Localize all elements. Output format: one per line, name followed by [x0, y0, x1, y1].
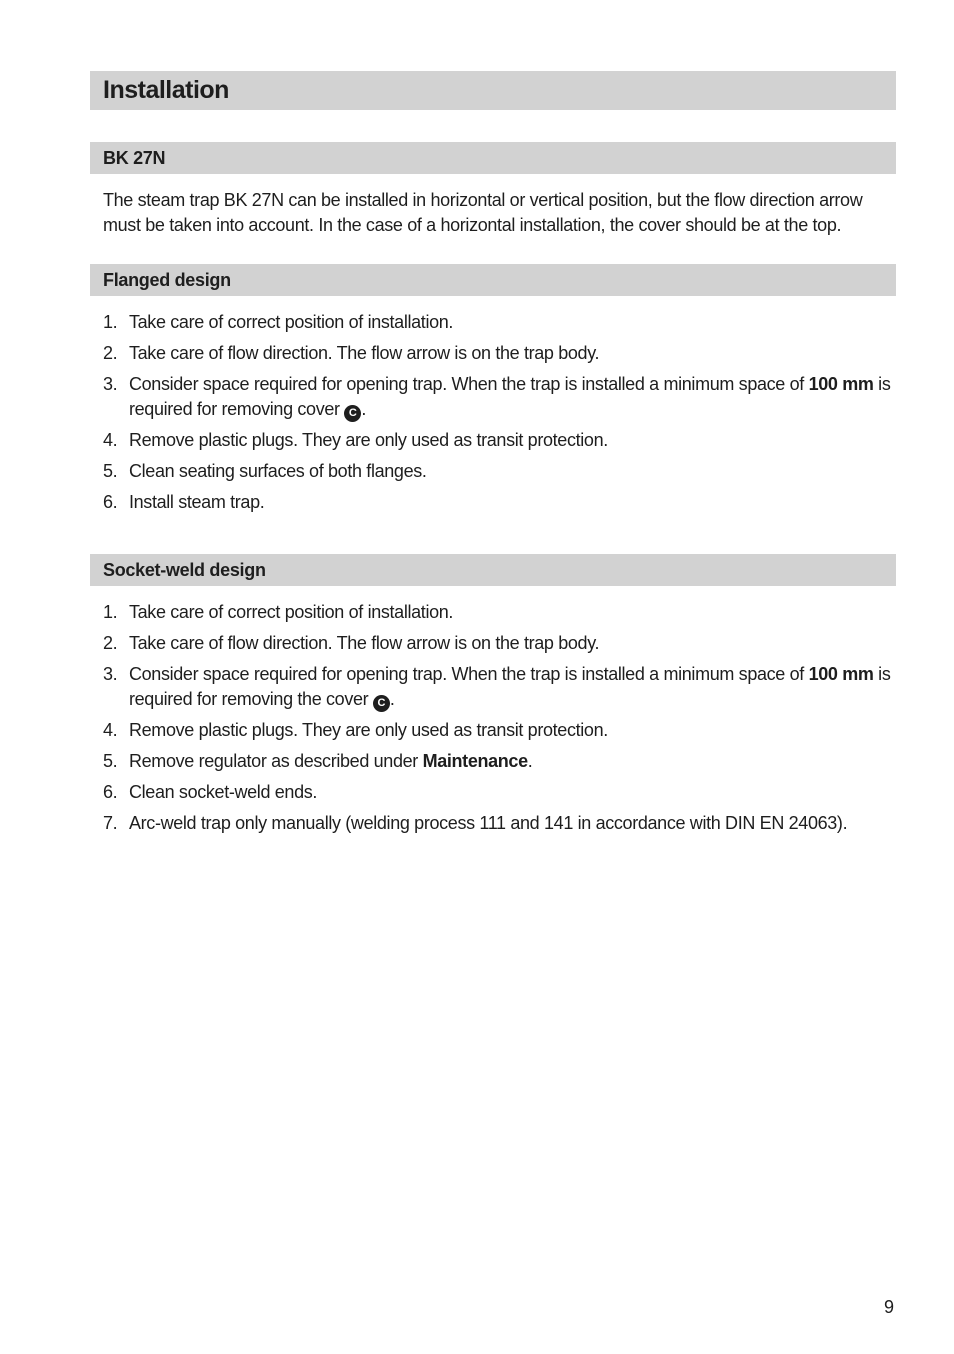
list-item — [103, 372, 893, 422]
list-number: 3. — [103, 374, 118, 394]
list-number: 4. — [103, 720, 118, 740]
list-text: Remove plastic plugs. They are only used as transit protection. — [129, 720, 608, 740]
list-text: Take care of flow direction. The flow arrow is on the trap body. — [129, 633, 600, 653]
list-text: Consider space required for opening trap. When the trap is installed a minimum space of — [129, 374, 809, 394]
cover-c-icon: C — [373, 695, 390, 712]
list-item — [103, 749, 893, 774]
list-number: 6. — [103, 492, 118, 512]
list-text: Consider space required for opening trap. When the trap is installed a minimum space of — [129, 664, 809, 684]
list-text: Clean seating surfaces of both flanges. — [129, 461, 427, 481]
list-item — [103, 600, 893, 625]
list-text: is required for removing cover — [129, 374, 891, 419]
list-number: 2. — [103, 343, 118, 363]
section-heading-bk27n: BK 27N — [90, 142, 896, 174]
list-item — [103, 428, 893, 453]
list-item — [103, 631, 893, 656]
socket-weld-steps-list — [103, 600, 893, 842]
space-requirement: 100 mm — [808, 374, 874, 394]
list-number: 6. — [103, 782, 118, 802]
list-item — [103, 780, 893, 805]
maintenance-reference: Maintenance — [422, 751, 528, 771]
list-item — [103, 459, 893, 484]
list-text: . — [361, 399, 366, 419]
bk27n-description: The steam trap BK 27N can be installed in horizontal or vertical position, but the flow direction arrow must be taken into account. In the case of a horizontal installation, the cover should be at the top. — [103, 190, 863, 235]
flanged-steps-list — [103, 310, 893, 521]
list-item — [103, 718, 893, 743]
list-item — [103, 341, 893, 366]
list-item — [103, 490, 893, 515]
list-text: is required for removing the cover — [129, 664, 891, 709]
list-text: Install steam trap. — [129, 492, 265, 512]
page-number: 9 — [884, 1297, 895, 1317]
list-text: Remove plastic plugs. They are only used as transit protection. — [129, 430, 608, 450]
page-title: Installation — [90, 71, 896, 110]
list-text: Remove regulator as described under — [129, 751, 423, 771]
list-number: 5. — [103, 751, 118, 771]
cover-c-icon: C — [344, 405, 361, 422]
list-text: Take care of flow direction. The flow arrow is on the trap body. — [129, 343, 600, 363]
list-number: 2. — [103, 633, 118, 653]
list-number: 3. — [103, 664, 118, 684]
list-text: Arc-weld trap only manually (welding process 111 and 141 in accordance with DIN EN 24063). — [129, 813, 848, 833]
section-heading-socket-weld: Socket-weld design — [90, 554, 896, 586]
section-heading-flanged: Flanged design — [90, 264, 896, 296]
list-item — [103, 662, 893, 712]
list-number: 4. — [103, 430, 118, 450]
list-item — [103, 811, 893, 836]
list-text: Clean socket-weld ends. — [129, 782, 318, 802]
list-item — [103, 310, 893, 335]
space-requirement: 100 mm — [808, 664, 874, 684]
list-number: 7. — [103, 813, 118, 833]
list-text: . — [389, 689, 395, 709]
list-text: . — [527, 751, 533, 771]
list-number: 1. — [103, 602, 118, 622]
list-text: Take care of correct position of installation. — [129, 602, 454, 622]
list-number: 5. — [103, 461, 118, 481]
list-number: 1. — [103, 312, 118, 332]
list-text: Take care of correct position of installation. — [129, 312, 454, 332]
